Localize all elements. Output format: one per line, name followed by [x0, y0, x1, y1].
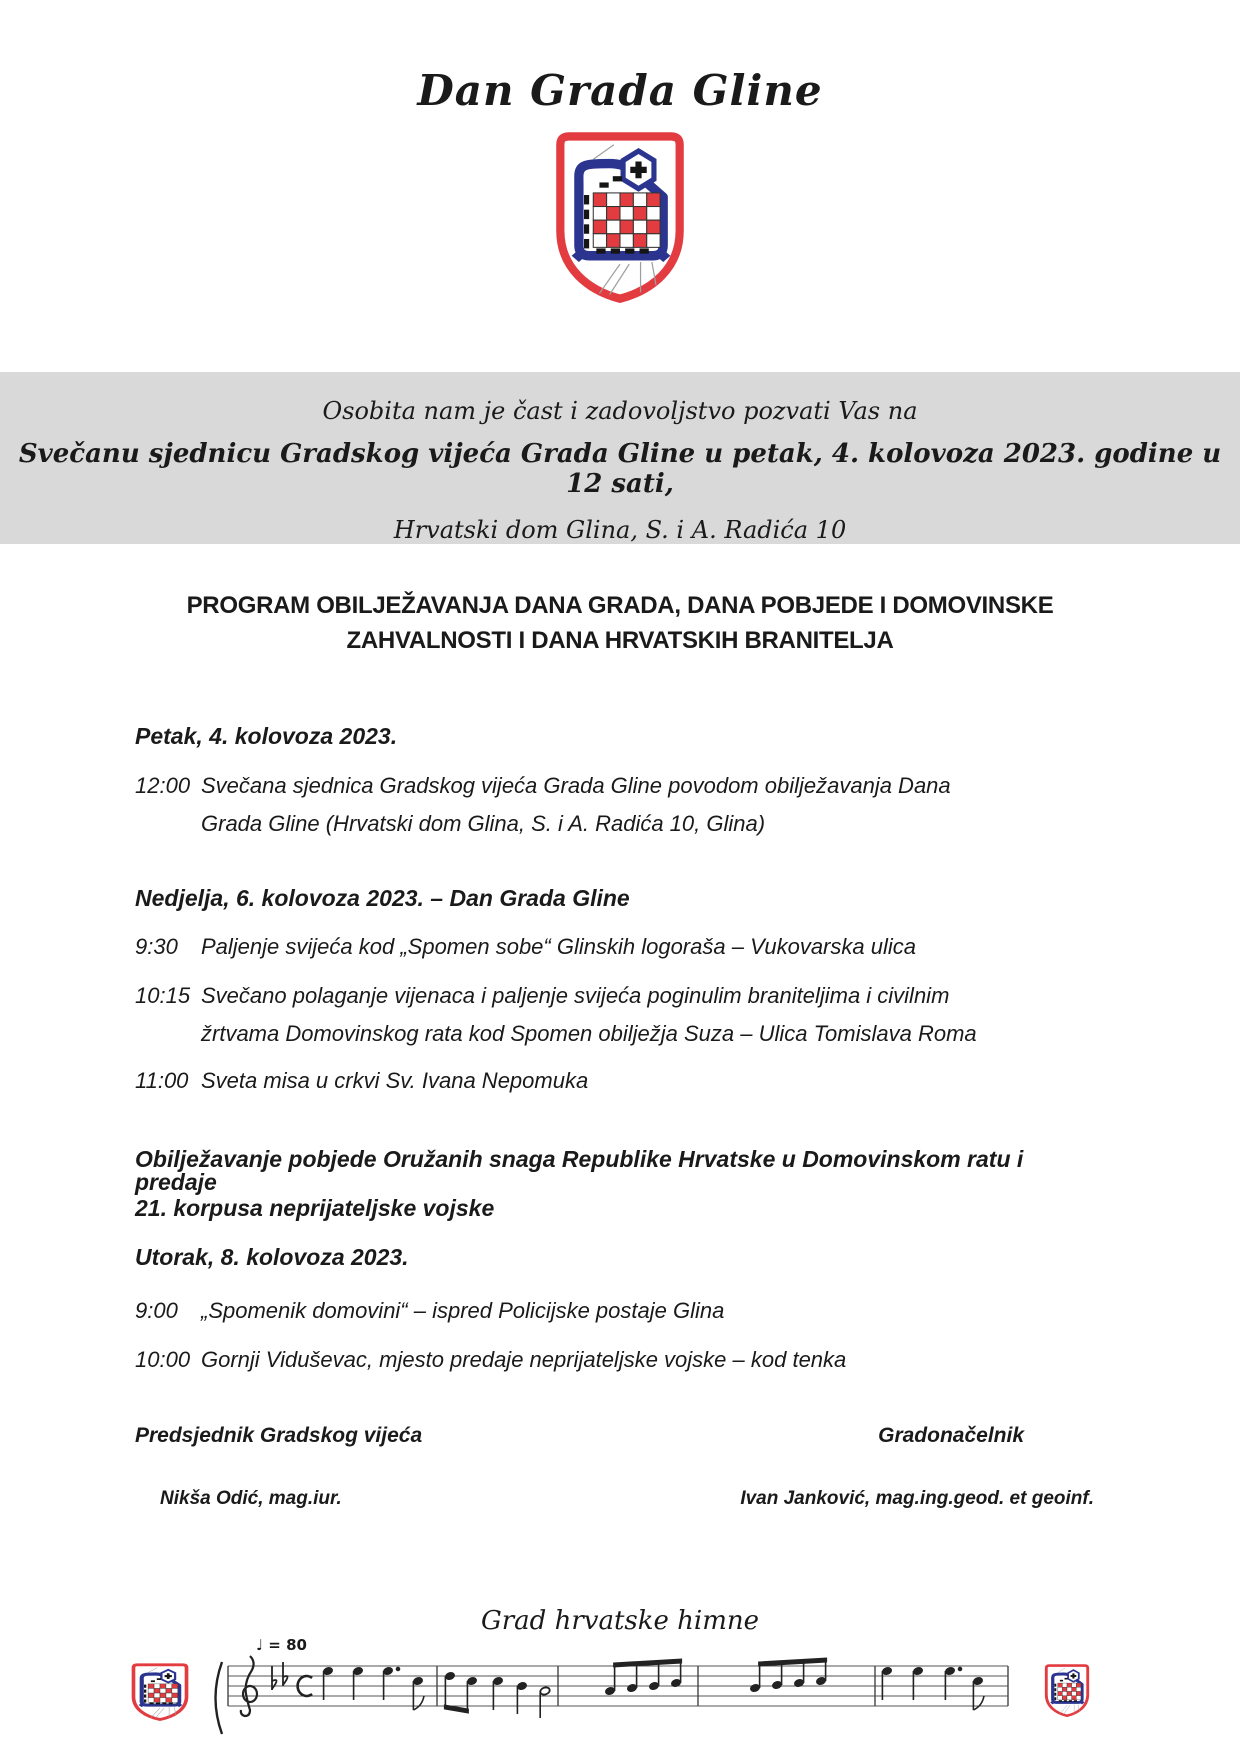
event-description: „Spomenik domovini“ – ispred Policijske postaje Glina — [201, 1298, 725, 1323]
program-heading: PROGRAM OBILJEŽAVANJA DANA GRADA, DANA POBJEDE I DOMOVINSKE ZAHVALNOSTI I DANA HRVATSKIH BRANITELJA — [186, 592, 1054, 654]
anthem-music-score-icon — [200, 1648, 1020, 1748]
anthem-caption: Grad hrvatske himne — [480, 1606, 759, 1636]
event-description: Svečano polaganje vijenaca i paljenje svijeća poginulim braniteljima i civilnim žrtvama Domovinskog rata kod Spomen obilježja Suza – Ulica Tomislava Roma — [201, 983, 977, 1046]
event-time: 9:00 — [135, 1298, 178, 1323]
section-heading-tuesday: Utorak, 8. kolovoza 2023. — [135, 1244, 409, 1270]
event-description: Gornji Viduševac, mjesto predaje neprijateljske vojske – kod tenka — [201, 1347, 847, 1372]
invitation-event-line: Svečanu sjednicu Gradskog vijeća Grada Gline u petak, 4. kolovoza 2023. godine u 12 sati, — [18, 439, 1222, 499]
schedule-item — [135, 1062, 1105, 1100]
event-description: Sveta misa u crkvi Sv. Ivana Nepomuka — [201, 1068, 589, 1093]
glina-coat-of-arms-small-right-icon — [1042, 1663, 1092, 1718]
section-heading-victory-line1: Obilježavanje pobjede Oružanih snaga Republike Hrvatske u Domovinskom ratu i predaje — [135, 1146, 1024, 1195]
event-time: 9:30 — [135, 934, 178, 959]
signature-title-right: Gradonačelnik — [878, 1424, 1024, 1447]
schedule-item — [135, 977, 1105, 1053]
section-heading-friday: Petak, 4. kolovoza 2023. — [135, 723, 398, 749]
notes — [323, 1658, 984, 1718]
section-heading-victory-line2: 21. korpusa neprijateljske vojske — [135, 1195, 495, 1221]
schedule-item — [135, 1341, 1105, 1379]
schedule-item — [135, 767, 1105, 843]
event-time: 10:15 — [135, 983, 191, 1008]
event-time: 10:00 — [135, 1347, 191, 1372]
system-brace — [216, 1662, 223, 1734]
section-heading-sunday: Nedjelja, 6. kolovoza 2023. – Dan Grada Gline — [135, 885, 630, 911]
event-description: Svečana sjednica Gradskog vijeća Grada Gline povodom obilježavanja Dana Grada Gline (Hrvatski dom Glina, S. i A. Radića 10, Glina) — [201, 773, 951, 836]
event-time: 12:00 — [135, 773, 191, 798]
schedule-item — [135, 1292, 1105, 1330]
tempo-marking: ♩ = 80 — [256, 1636, 307, 1654]
document-title: Dan Grada Gline — [417, 66, 823, 115]
event-time: 11:00 — [135, 1068, 189, 1093]
signature-name-left: Nikša Odić, mag.iur. — [160, 1488, 342, 1509]
glina-coat-of-arms-icon — [548, 128, 692, 306]
glina-coat-of-arms-small-left-icon — [128, 1662, 192, 1722]
signature-title-left: Predsjednik Gradskog vijeća — [135, 1424, 423, 1447]
invitation-venue-line: Hrvatski dom Glina, S. i A. Radića 10 — [393, 516, 847, 544]
invitation-intro-line: Osobita nam je čast i zadovoljstvo pozvati Vas na — [322, 397, 918, 425]
signature-name-right: Ivan Janković, mag.ing.geod. et geoinf. — [740, 1488, 1094, 1509]
event-description: Paljenje svijeća kod „Spomen sobe“ Glinskih logoraša – Vukovarska ulica — [201, 934, 916, 959]
schedule-item — [135, 928, 1105, 966]
invitation-banner — [0, 372, 1240, 544]
